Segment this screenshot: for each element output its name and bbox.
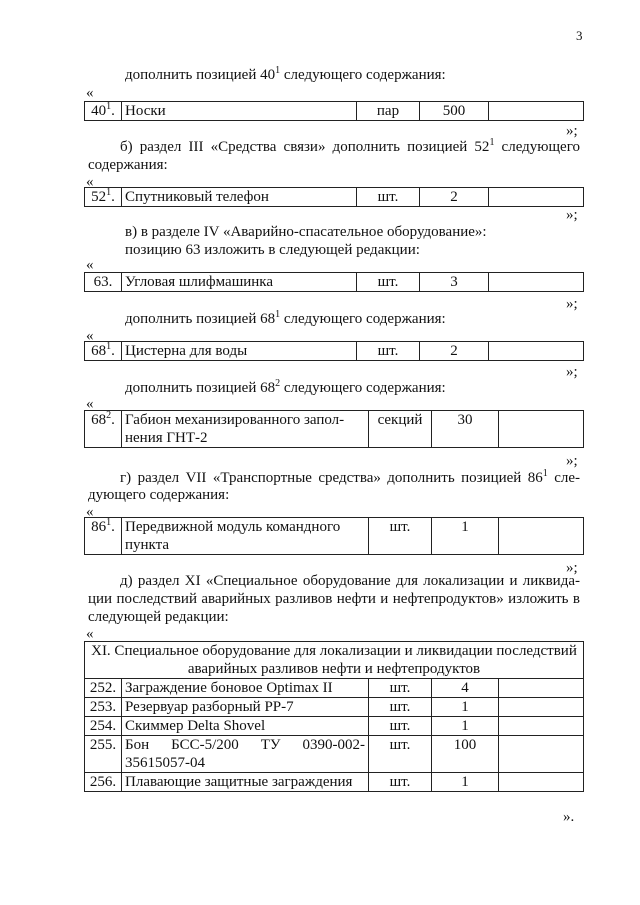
table-row [85,679,584,698]
open-quote: « [86,257,94,273]
table-63 [84,272,584,292]
table-row [85,342,584,361]
row-qty: 1 [432,698,499,717]
table-68-2 [84,410,584,448]
row-empty [489,188,584,207]
para-v-line2: позицию 63 изложить в следующей редакции: [125,242,420,258]
row-qty: 2 [420,342,489,361]
row-qty: 30 [432,411,499,448]
row-name: Заграждение боновое Optimax II [122,679,369,698]
row-qty: 1 [432,717,499,736]
table-68-1 [84,341,584,361]
row-number: 63. [85,273,122,292]
table-xi [84,641,584,792]
row-empty [499,773,584,792]
row-unit: шт. [357,273,420,292]
row-number: 253. [85,698,122,717]
row-name: Носки [122,102,357,121]
table-52 [84,187,584,207]
para-d-line1: д) раздел XI «Специальное оборудование для локализации и ликвида- [120,573,580,589]
row-empty [499,698,584,717]
para-b: б) раздел III «Средства связи» дополнить позицией $52^1$ следующего содержания: [88,137,580,173]
close-quote: »; [566,560,578,576]
row-empty [489,342,584,361]
para-g-line2: дующего содержания: [88,487,230,503]
row-unit: шт. [357,342,420,361]
open-quote: « [86,626,94,642]
para-d-line2: ции последствий аварийных разливов нефти и нефтепродуктов» изложить в [88,591,580,607]
close-quote: »; [566,364,578,380]
row-name: Цистерна для воды [122,342,357,361]
row-empty [499,518,584,555]
row-number: 256. [85,773,122,792]
intro-68-2: дополнить позицией $68^2$ следующего содержания: [125,378,446,396]
row-empty [499,736,584,773]
row-name: Резервуар разборный РР-7 [122,698,369,717]
row-number: $52^1$. [85,188,122,207]
table-row [85,188,584,207]
table-row [85,773,584,792]
row-empty [499,717,584,736]
row-name: Передвижной модуль командного пункта [122,518,369,555]
row-number: 255. [85,736,122,773]
row-number: $68^2$. [85,411,122,448]
row-empty [499,411,584,448]
row-unit: шт. [369,773,432,792]
row-unit: пар [357,102,420,121]
row-qty: 4 [432,679,499,698]
intro-68-1: дополнить позицией $68^1$ следующего содержания: [125,309,446,327]
open-quote: « [86,328,94,344]
row-number: $86^1$. [85,518,122,555]
table-header-row [85,642,584,679]
row-qty: 100 [432,736,499,773]
row-unit: секций [369,411,432,448]
row-qty: 500 [420,102,489,121]
row-unit: шт. [357,188,420,207]
row-name: Угловая шлифмашинка [122,273,357,292]
row-unit: шт. [369,679,432,698]
close-quote: »; [566,296,578,312]
close-quote-final: ». [563,809,575,825]
row-number: 252. [85,679,122,698]
row-name: Спутниковый телефон [122,188,357,207]
close-quote: »; [566,207,578,223]
intro-40: дополнить позицией $40^1$ следующего содержания: [125,65,446,83]
table-row [85,698,584,717]
row-qty: 3 [420,273,489,292]
row-empty [489,102,584,121]
row-qty: 1 [432,518,499,555]
table-row [85,102,584,121]
open-quote: « [86,504,94,520]
row-number: $68^1$. [85,342,122,361]
table-row [85,717,584,736]
row-name: Бон БСС-5/200 ТУ 0390-002- 35615057-04 [122,736,369,773]
row-unit: шт. [369,736,432,773]
row-name: Габион механизированного запол- нения ГНТ-2 [122,411,369,448]
section-heading: XI. Специальное оборудование для локализации и ликвидации последствий аварийных разливов нефти и нефтепродуктов [85,642,584,679]
table-row [85,518,584,555]
para-v-line1: в) в разделе IV «Аварийно-спасательное оборудование»: [125,224,487,240]
row-number: $40^1$. [85,102,122,121]
row-number: 254. [85,717,122,736]
row-name: Плавающие защитные заграждения [122,773,369,792]
row-unit: шт. [369,518,432,555]
row-empty [499,679,584,698]
para-g: г) раздел VII «Транспортные средства» дополнить позицией $86^1$ сле- [120,468,581,486]
close-quote: »; [566,453,578,469]
open-quote: « [86,85,94,101]
row-qty: 2 [420,188,489,207]
table-row [85,411,584,448]
table-row [85,736,584,773]
row-unit: шт. [369,717,432,736]
table-86 [84,517,584,555]
row-empty [489,273,584,292]
table-row [85,273,584,292]
open-quote: « [86,396,94,412]
row-qty: 1 [432,773,499,792]
table-40 [84,101,584,121]
row-name: Скиммер Delta Shovel [122,717,369,736]
para-d-line3: следующей редакции: [88,609,229,625]
page-number: 3 [576,28,583,43]
close-quote: »; [566,123,578,139]
open-quote: « [86,174,94,190]
row-unit: шт. [369,698,432,717]
